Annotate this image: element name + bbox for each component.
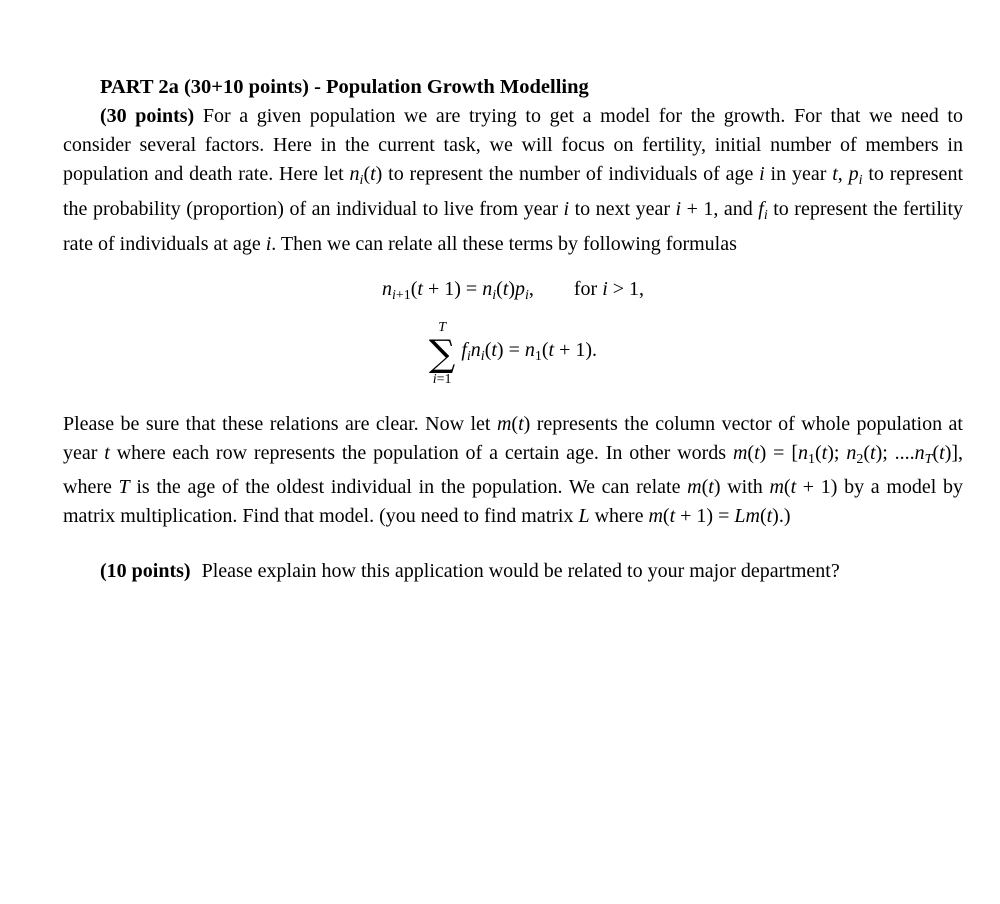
text-segment: m: [732, 441, 748, 464]
text-segment: (: [541, 339, 549, 362]
text-segment: to represent the fertility rate of individuals at age: [63, 197, 964, 255]
text-segment: m: [687, 476, 702, 499]
text-segment: (: [863, 441, 870, 464]
text-segment: +1: [395, 287, 411, 303]
text-segment: (: [410, 277, 418, 300]
text-segment: t: [754, 441, 760, 464]
text-segment: 2: [856, 451, 864, 467]
text-segment: t: [491, 339, 497, 362]
text-segment: n: [349, 163, 360, 185]
text-segment: i: [466, 349, 471, 365]
text-segment: )], where: [63, 441, 964, 499]
text-segment: i: [858, 172, 863, 188]
text-segment: p: [514, 277, 525, 300]
text-segment: ,: [528, 277, 534, 300]
text-segment: n: [524, 339, 535, 362]
equation-recurrence: [63, 275, 963, 310]
part-title: PART 2a (30+10 points) - Population Growth Modelling: [100, 76, 589, 98]
text-segment: is the age of the oldest individual in the population. We can relate: [129, 476, 688, 499]
text-segment: for: [573, 277, 603, 300]
text-segment: );: [827, 441, 847, 464]
text-segment: t: [502, 277, 509, 300]
text-segment: > 1,: [612, 277, 645, 300]
text-segment: (: [511, 412, 519, 435]
text-segment: n: [914, 441, 925, 464]
text-segment: i: [602, 277, 613, 300]
text-segment: ); ....: [875, 441, 915, 464]
text-segment: (10 points): [100, 560, 191, 583]
text-segment: in year: [764, 163, 833, 185]
text-segment: i: [763, 207, 768, 223]
summation-operator: [429, 320, 455, 388]
text-segment: m: [648, 505, 663, 528]
text-segment: (: [701, 476, 709, 499]
text-segment: Please be sure that these relations are clear. Now let: [63, 412, 497, 435]
text-segment: (: [783, 476, 791, 499]
text-segment: i: [432, 372, 437, 388]
text-segment: ) to represent the number of individuals of age: [375, 163, 760, 185]
text-segment: to next year: [569, 197, 676, 220]
text-segment: (: [932, 441, 940, 464]
text-segment: ) = [: [759, 441, 798, 464]
text-segment: T: [118, 476, 130, 499]
text-segment: ) =: [496, 339, 525, 362]
text-segment: i: [524, 287, 529, 303]
equation-body: [461, 336, 597, 371]
text-segment: i: [391, 287, 396, 303]
text-segment: + 1) by a model by matrix multiplication. Find that model. (you need to find matrix: [63, 476, 964, 528]
text-segment: + 1) =: [675, 505, 735, 528]
text-segment: For a given population we are trying to get a model for the growth. For that we need to consider several factors. Here in the current task, we will focus on fertility, initial number of members in population and death rate. Here let: [63, 105, 963, 185]
text-segment: n: [381, 277, 392, 300]
text-segment: t: [939, 441, 945, 464]
text-segment: t: [870, 441, 876, 464]
paragraph-problem-statement: [63, 102, 963, 259]
text-segment: t: [518, 412, 524, 435]
text-segment: ) with: [713, 476, 770, 499]
text-segment: Please explain how this application would be related to your major department?: [201, 560, 840, 583]
sigma-lower-limit: [433, 372, 452, 387]
text-segment: T: [924, 451, 933, 467]
text-segment: t: [370, 163, 376, 185]
text-segment: i: [492, 287, 497, 303]
text-segment: + 1, and: [681, 197, 759, 220]
text-segment: ): [508, 277, 515, 300]
text-segment: where: [589, 505, 649, 528]
text-segment: n: [846, 441, 857, 464]
text-segment: 1: [808, 451, 815, 467]
text-segment: n: [798, 441, 808, 464]
sigma-symbol: ∑: [428, 332, 456, 376]
text-segment: (: [759, 505, 767, 528]
text-segment: (: [747, 441, 755, 464]
text-segment: (: [815, 441, 822, 464]
equation-fertility-sum: [63, 320, 963, 388]
text-segment: i: [480, 349, 485, 365]
text-segment: t: [104, 441, 110, 464]
text-segment: t: [417, 277, 423, 300]
text-segment: 1: [534, 349, 542, 365]
text-segment: t: [708, 476, 714, 499]
text-segment: i: [759, 163, 765, 185]
text-segment: t: [548, 339, 555, 362]
text-segment: f: [758, 197, 764, 220]
text-segment: =1: [436, 372, 452, 388]
text-segment: (: [662, 505, 670, 528]
text-segment: t: [669, 505, 676, 528]
text-segment: ) represents the column vector of whole population at year: [63, 412, 963, 464]
text-segment: t: [832, 163, 838, 185]
paragraph-major-question: [63, 557, 963, 586]
text-segment: L: [578, 505, 590, 528]
text-segment: f: [461, 339, 467, 362]
text-segment: . Then we can relate all these terms by following formulas: [271, 232, 737, 255]
text-segment: to represent the probability (proportion) of an individual to live from year: [63, 163, 963, 220]
text-segment: t: [790, 476, 797, 499]
text-segment: i: [563, 197, 570, 220]
text-segment: p: [848, 163, 859, 185]
text-segment: n: [482, 277, 493, 300]
text-segment: (30 points): [100, 105, 203, 127]
text-segment: (: [363, 163, 371, 185]
text-segment: n: [470, 339, 481, 362]
text-segment: + 1) =: [422, 277, 483, 300]
text-segment: + 1).: [554, 339, 598, 362]
text-segment: i: [265, 232, 272, 255]
text-segment: ,: [837, 163, 849, 185]
text-segment: t: [821, 441, 828, 464]
text-segment: m: [769, 476, 784, 499]
text-segment: m: [496, 412, 512, 435]
text-segment: where each row represents the population of a certain age. In other words: [109, 441, 733, 464]
text-segment: i: [675, 197, 682, 220]
text-segment: (: [484, 339, 492, 362]
text-segment: T: [438, 319, 447, 335]
text-segment: Lm: [734, 505, 760, 528]
text-segment: t: [766, 505, 773, 528]
text-segment: ).): [772, 505, 791, 528]
text-segment: (: [496, 277, 503, 300]
text-segment: i: [359, 172, 364, 188]
paragraph-matrix-model: [63, 410, 963, 532]
